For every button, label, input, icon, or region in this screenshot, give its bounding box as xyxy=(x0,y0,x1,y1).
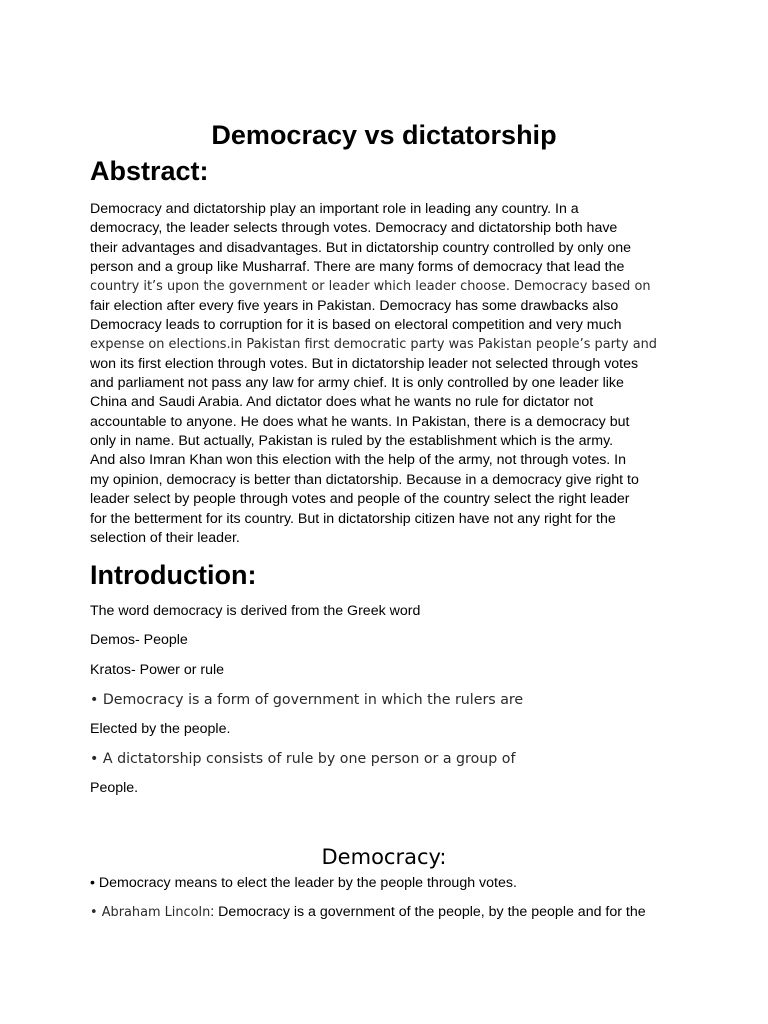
kratos-line: Kratos- Power or rule xyxy=(90,662,225,678)
abstract-line: my opinion, democracy is better than dictatorship. Because in a democracy give right to xyxy=(90,471,639,488)
abstract-line: for the betterment for its country. But in dictatorship citizen have not any right for the xyxy=(90,510,616,527)
abstract-line: China and Saudi Arabia. And dictator does what he wants no rule for dictator not xyxy=(90,394,594,411)
democracy-definition-continuation: Elected by the people. xyxy=(90,721,231,737)
democracy-meaning-bullet: • Democracy means to elect the leader by the people through votes. xyxy=(90,875,517,891)
abstract-line: leader select by people through votes and people of the country select the right leader xyxy=(90,491,630,508)
abstract-line: accountable to anyone. He does what he wants. In Pakistan, there is a democracy but xyxy=(90,413,630,430)
abstract-heading: Abstract: xyxy=(90,156,209,186)
lincoln-name: • Abraham Lincoln xyxy=(90,905,211,920)
abstract-line: And also Imran Khan won this election with the help of the army, not through votes. In xyxy=(90,452,627,469)
greek-word-line: The word democracy is derived from the Greek word xyxy=(90,603,421,619)
dictatorship-definition-continuation: People. xyxy=(90,780,139,796)
demos-line: Demos- People xyxy=(90,632,188,648)
abstract-line: fair election after every five years in Pakistan. Democracy has some drawbacks also xyxy=(90,297,619,314)
abstract-line: democracy, the leader selects through votes. Democracy and dictatorship both have xyxy=(90,220,618,237)
abstract-paragraph xyxy=(90,200,690,548)
abstract-line: Democracy leads to corruption for it is based on electoral competition and very much xyxy=(90,317,622,334)
introduction-heading: Introduction: xyxy=(90,560,257,590)
democracy-definition-bullet: • Democracy is a form of government in which the rulers are xyxy=(90,692,524,708)
abstract-line: selection of their leader. xyxy=(90,529,240,546)
abstract-line: their advantages and disadvantages. But in dictatorship country controlled by only one xyxy=(90,239,632,256)
democracy-heading: Democracy: xyxy=(321,845,447,869)
lincoln-quote-bullet xyxy=(90,903,646,922)
document-title: Democracy vs dictatorship xyxy=(211,120,557,150)
abstract-line: and parliament not pass any law for army chief. It is only controlled by one leader like xyxy=(90,375,624,392)
abstract-line: Democracy and dictatorship play an important role in leading any country. In a xyxy=(90,201,579,217)
dictatorship-definition-bullet: • A dictatorship consists of rule by one person or a group of xyxy=(90,751,516,767)
abstract-line: country it’s upon the government or leader which leader choose. Democracy based on xyxy=(90,279,651,295)
abstract-line: won its first election through votes. But in dictatorship leader not selected through votes xyxy=(90,355,639,372)
abstract-line: person and a group like Musharraf. There are many forms of democracy that lead the xyxy=(90,259,625,276)
abstract-line: only in name. But actually, Pakistan is ruled by the establishment which is the army. xyxy=(90,433,614,450)
abstract-line: expense on elections.in Pakistan first democratic party was Pakistan people’s party and xyxy=(90,337,657,353)
lincoln-quote-text: : Democracy is a government of the people, by the people and for the xyxy=(210,904,646,920)
